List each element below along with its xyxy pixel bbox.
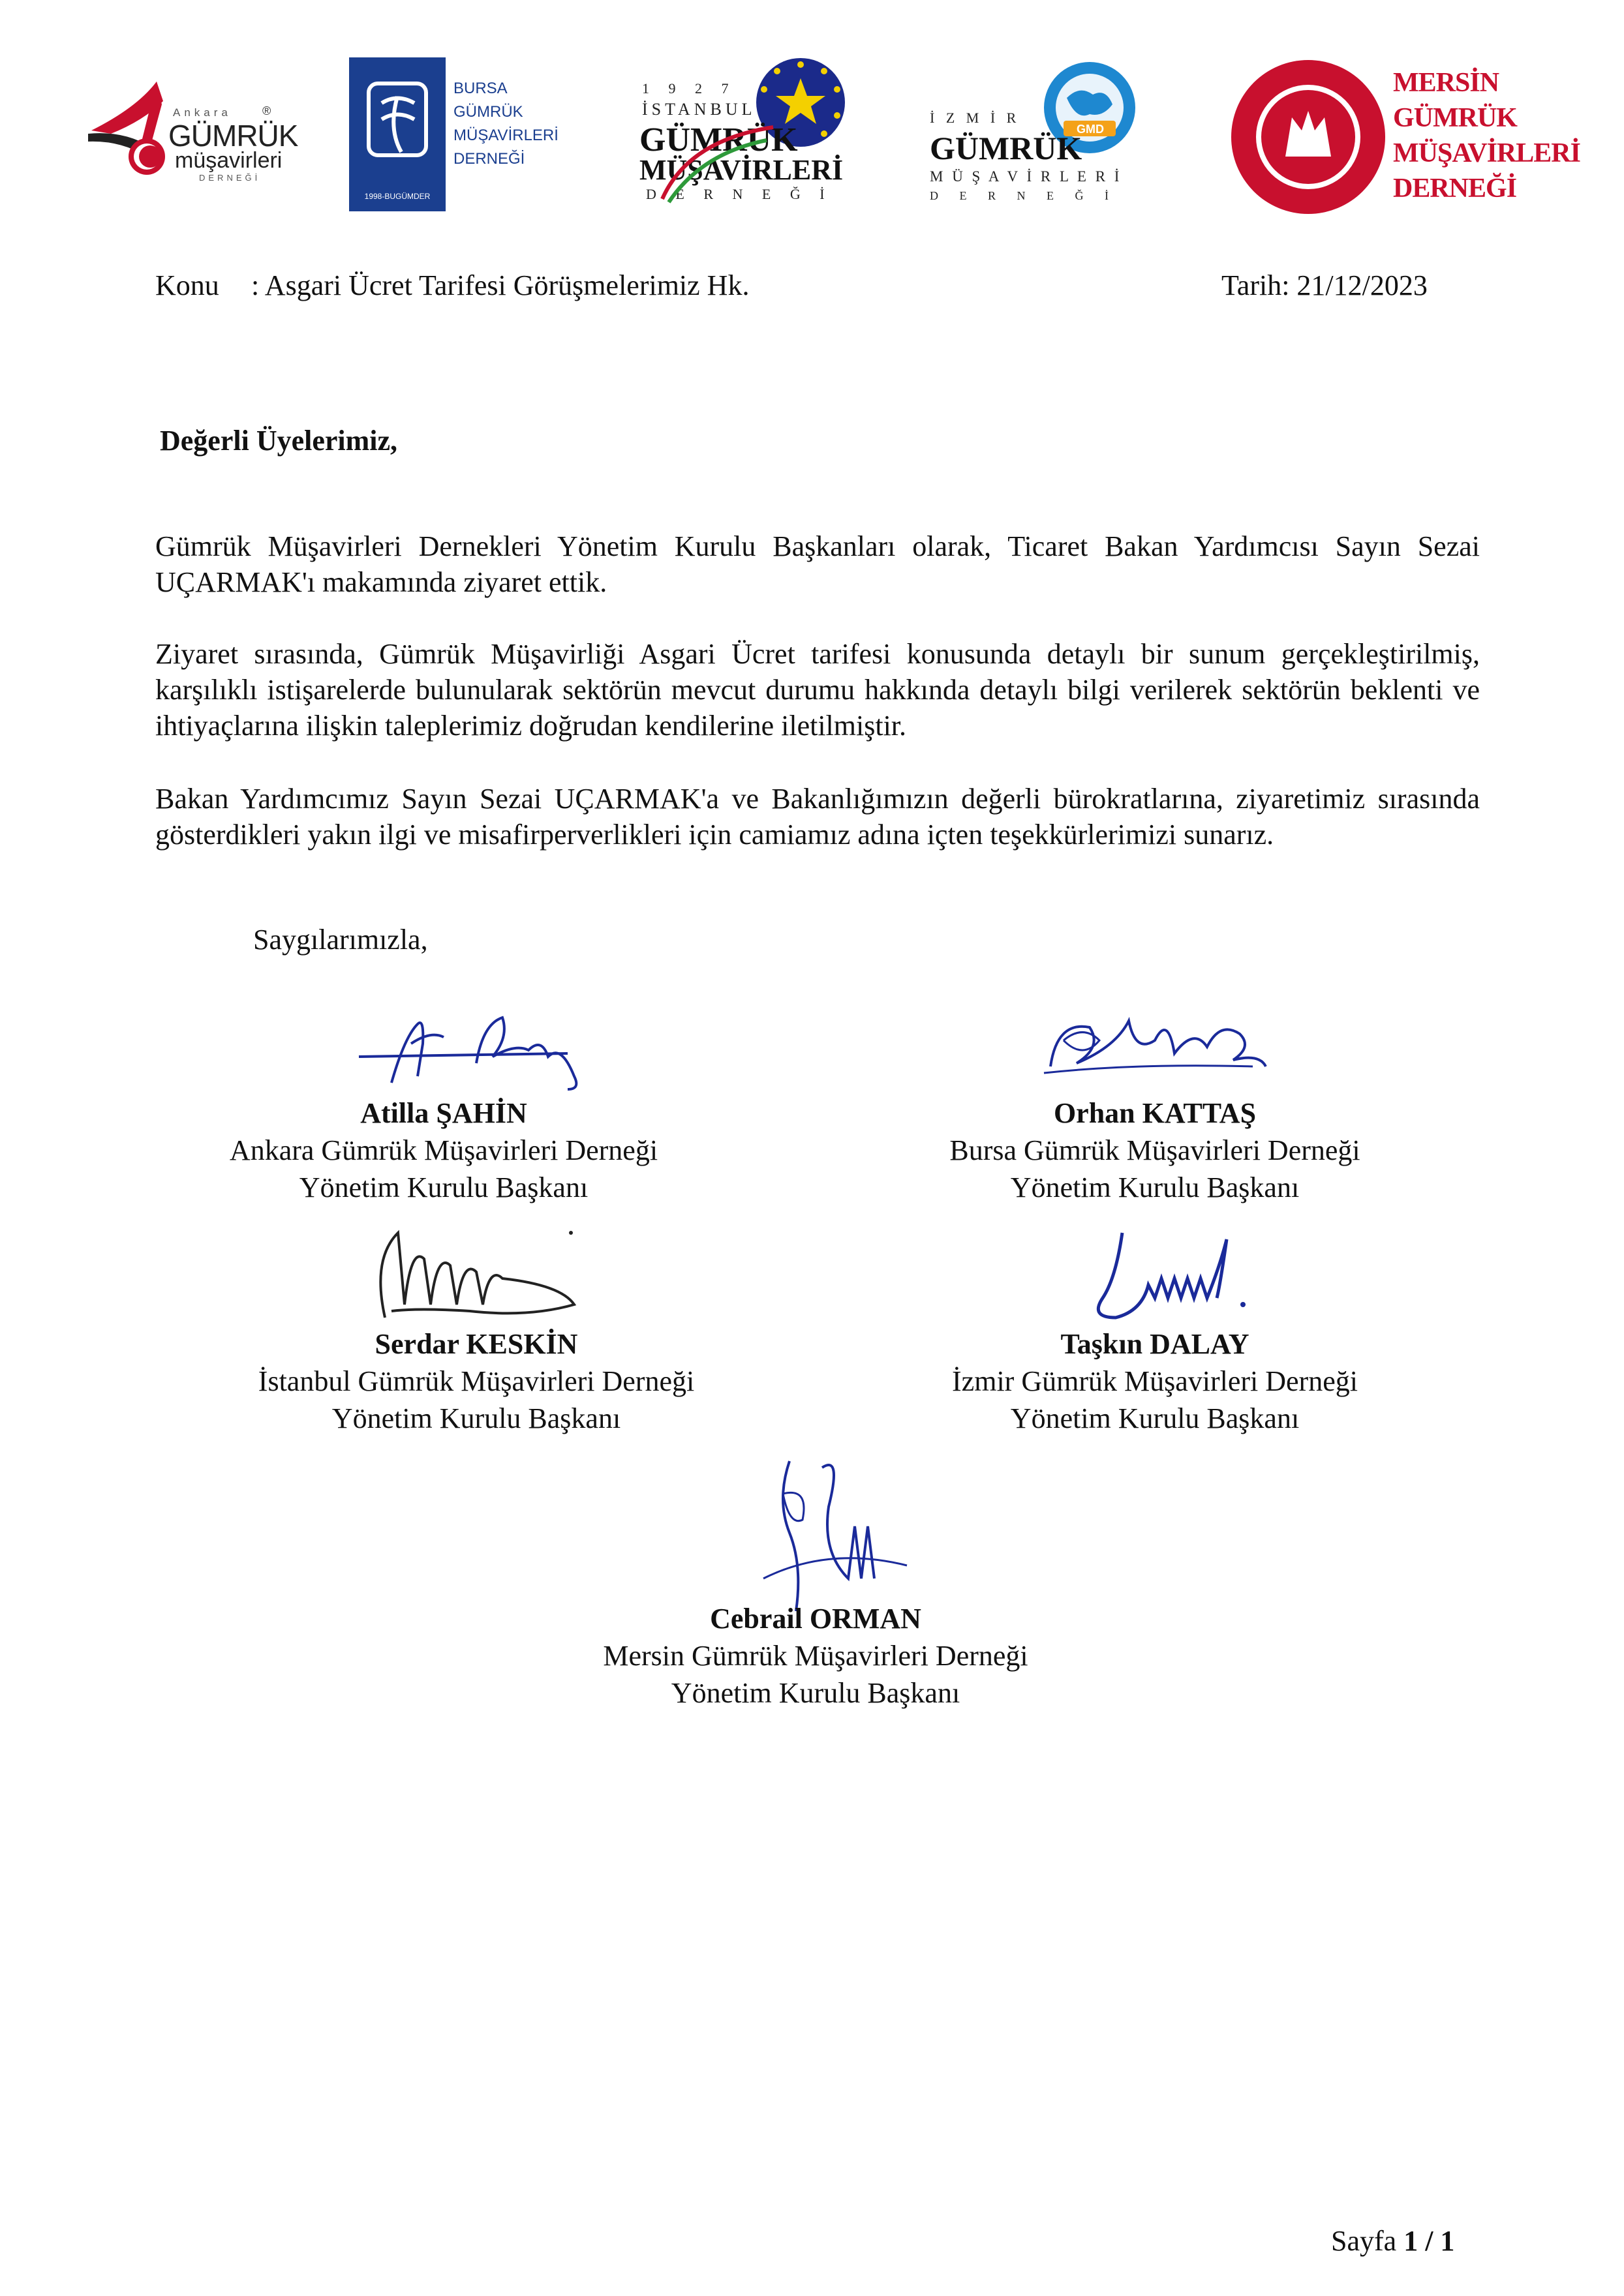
paragraph-3: Bakan Yardımcımız Sayın Sezai UÇARMAK'a ve Bakanlığımızın değerli bürokratlarına, ziyaretimiz sırasında gösterdikleri yakın ilgi ve misafirperverlikleri için camiamız adına içten teşekkürlerimizi sunarız.: [155, 783, 1480, 851]
mersin-line4: DERNEĞİ: [1393, 174, 1517, 204]
mersin-line1: MERSİN: [1393, 68, 1499, 98]
signatory-org: İstanbul Gümrük Müşavirleri Derneği: [258, 1365, 695, 1397]
signatory-title: Yönetim Kurulu Başkanı: [1010, 1402, 1300, 1434]
istanbul-line1: GÜMRÜK: [639, 121, 798, 159]
signatory-title: Yönetim Kurulu Başkanı: [299, 1171, 589, 1203]
bursa-badge: [349, 57, 446, 211]
signatory-name: Serdar KESKİN: [375, 1328, 578, 1360]
ankara-main-label: GÜMRÜK: [168, 119, 298, 153]
signatory-4: [920, 1325, 1390, 1437]
ankara-sub-label: müşavirleri: [175, 148, 283, 173]
paragraph-1: Gümrük Müşavirleri Dernekleri Yönetim Kurulu Başkanları olarak, Ticaret Bakan Yardımcısı Sayın Sezai UÇARMAK'ı makamında ziyaret ettik.: [155, 530, 1480, 598]
page-footer: [1331, 2224, 1454, 2258]
document-date: Tarih: 21/12/2023: [1221, 269, 1428, 301]
signatory-title: Yönetim Kurulu Başkanı: [671, 1677, 960, 1709]
subject-text: : Asgari Ücret Tarifesi Görüşmelerimiz Hk.: [251, 269, 750, 301]
ankara-small-label: Ankara: [173, 106, 232, 119]
bursa-line1: BURSA: [453, 80, 508, 97]
ankara-reg-mark: ®: [262, 104, 271, 117]
istanbul-swoosh-icon: [649, 114, 780, 205]
izmir-line2: M Ü Ş A V İ R L E R İ: [930, 168, 1122, 185]
signatory-2: [920, 1095, 1390, 1206]
page-label: Sayfa: [1331, 2225, 1397, 2257]
izmir-line1: GÜMRÜK: [930, 130, 1082, 166]
izmir-line3: D E R N E Ğ İ: [930, 189, 1118, 202]
signatory-1: [163, 1095, 724, 1206]
ankara-logo: [85, 68, 298, 192]
izmir-badge-label: GMD: [1077, 123, 1104, 136]
mersin-emblem-icon: [1230, 59, 1387, 215]
signature-atilla-sahin-icon: [352, 998, 587, 1096]
signatory-name: Taşkın DALAY: [1060, 1328, 1249, 1360]
signatory-name: Cebrail ORMAN: [710, 1603, 921, 1635]
izmir-logo: [930, 59, 1152, 215]
subject-label: Konu: [155, 269, 219, 301]
signatory-5: [535, 1600, 1096, 1712]
signatory-name: Orhan KATTAŞ: [1053, 1097, 1257, 1129]
bursa-line3: MÜŞAVİRLERİ: [453, 127, 559, 144]
bursa-line4: DERNEĞİ: [453, 150, 525, 168]
bursa-line2: GÜMRÜK: [453, 103, 523, 121]
signature-taskin-dalay-icon: [1077, 1226, 1266, 1331]
signatory-title: Yönetim Kurulu Başkanı: [331, 1402, 621, 1434]
signatory-org: Bursa Gümrük Müşavirleri Derneği: [949, 1134, 1360, 1166]
bursa-emblem-icon: [349, 57, 446, 188]
signatory-org: İzmir Gümrük Müşavirleri Derneği: [952, 1365, 1358, 1397]
mersin-logo: [1230, 59, 1580, 215]
mersin-line2: GÜMRÜK: [1393, 103, 1517, 133]
bursa-logo: [349, 57, 559, 214]
istanbul-logo: [639, 55, 861, 215]
signature-orhan-kattas-icon: [1037, 1001, 1279, 1086]
closing: Saygılarımızla,: [253, 924, 428, 956]
signatory-org: Ankara Gümrük Müşavirleri Derneği: [229, 1134, 658, 1166]
bursa-caption: 1998-BUGÜMDER: [364, 192, 431, 201]
signatory-3: [196, 1325, 757, 1437]
istanbul-line3: D E R N E Ğ İ: [646, 186, 833, 202]
salutation: Değerli Üyelerimiz,: [160, 425, 398, 457]
signatory-title: Yönetim Kurulu Başkanı: [1010, 1171, 1300, 1203]
signature-serdar-keskin-icon: [365, 1220, 587, 1324]
signature-cebrail-orman-icon: [750, 1448, 920, 1618]
izmir-city: İ Z M İ R: [930, 110, 1020, 126]
signatory-org: Mersin Gümrük Müşavirleri Derneği: [603, 1640, 1028, 1672]
istanbul-line2: MÜŞAVİRLERİ: [639, 154, 844, 186]
mersin-line3: MÜŞAVİRLERİ: [1393, 138, 1580, 168]
ankara-tiny-label: DERNEĞİ: [199, 173, 261, 183]
signatory-name: Atilla ŞAHİN: [360, 1097, 527, 1129]
paragraph-2: Ziyaret sırasında, Gümrük Müşavirliği Asgari Ücret tarifesi konusunda detaylı bir sunum gerçekleştirilmiş, karşılıklı istişarelerde bulunularak sektörün mevcut durumu hakkında detaylı bilgi verilerek sektörün beklenti ve ihtiyaçlarına ilişkin taleplerimiz doğrudan kendilerine iletilmiştir.: [155, 638, 1480, 742]
istanbul-city: İSTANBUL: [642, 100, 756, 119]
istanbul-year: 1 9 2 7: [642, 80, 737, 97]
page-numbers: 1 / 1: [1403, 2225, 1455, 2257]
